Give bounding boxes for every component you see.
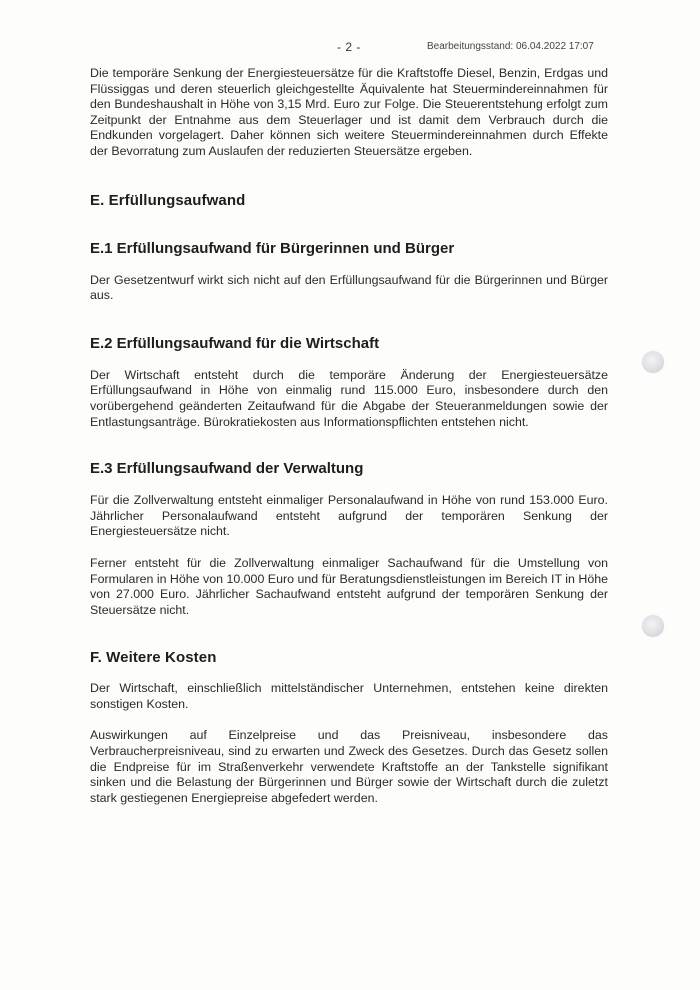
section-e2-paragraph: Der Wirtschaft entsteht durch die temporäre Änderung der Energiesteuersätze Erfüllungsaufwand in Höhe von einmalig rund 115.000 Euro, insbesondere durch den vorübergehend geänderten Zeitaufwand für die Abgabe der Steueranmeldungen sowie der Entlastungsanträge. Bürokratiekosten aus Informationspflichten entstehen nicht.	[90, 367, 608, 429]
section-e1-paragraph: Der Gesetzentwurf wirkt sich nicht auf den Erfüllungsaufwand für die Bürgerinnen und Bürger aus.	[90, 272, 608, 303]
document-body	[90, 66, 608, 806]
section-f-paragraph-2: Auswirkungen auf Einzelpreise und das Preisniveau, insbesondere das Verbraucherpreisniveau, sind zu erwarten und Zweck des Gesetzes. Durch das Gesetz sollen die Endpreise für im Straßenverkehr verwendete Kraftstoffe an der Tankstelle signifikant sinken und die Belastung der Bürgerinnen und Bürger sowie der Wirtschaft durch die zuletzt stark gestiegenen Energiepreise abgefedert werden.	[90, 728, 608, 805]
section-e3-paragraph-2: Ferner entsteht für die Zollverwaltung einmaliger Sachaufwand für die Umstellung von Formularen in Höhe von 10.000 Euro und für Beratungsdienstleistungen im Bereich IT in Höhe von 27.000 Euro. Jährlicher Sachaufwand entsteht aufgrund der temporären Senkung der Steuersätze nicht.	[90, 555, 608, 617]
section-f-paragraph-1: Der Wirtschaft, einschließlich mittelständischer Unternehmen, entstehen keine direkten sonstigen Kosten.	[90, 681, 608, 711]
intro-paragraph: Die temporäre Senkung der Energiesteuersätze für die Kraftstoffe Diesel, Benzin, Erdgas und Flüssiggas und deren steuerlich gleichgestellte Äquivalente hat Steuermindereinnahmen für den Bundeshaushalt in Höhe von 3,15 Mrd. Euro zur Folge. Die Steuerentstehung erfolgt zum Zeitpunkt der Entnahme aus dem Steuerlager und ist damit dem Verbrauch durch die Endkunden vorgelagert. Daher können sich weitere Steuermindereinnahmen durch Effekte der Bevorratung zum Auslaufen der reduzierten Steuersätze ergeben.	[90, 66, 608, 158]
section-e-heading: E. Erfüllungsaufwand	[90, 191, 246, 209]
section-e3-heading: E.3 Erfüllungsaufwand der Verwaltung	[90, 460, 364, 478]
punch-hole-lower	[642, 615, 664, 637]
punch-hole-upper	[642, 351, 664, 373]
section-e2-heading: E.2 Erfüllungsaufwand für die Wirtschaft	[90, 334, 380, 352]
section-f-heading: F. Weitere Kosten	[90, 649, 217, 667]
section-e1-heading: E.1 Erfüllungsaufwand für Bürgerinnen und Bürger	[90, 239, 455, 257]
section-e3-paragraph-1: Für die Zollverwaltung entsteht einmaliger Personalaufwand in Höhe von rund 153.000 Euro. Jährlicher Personalaufwand entsteht aufgrund der temporären Senkung der Energiesteuersätze nicht.	[90, 493, 608, 539]
revision-status: Bearbeitungsstand: 06.04.2022 17:07	[427, 41, 594, 52]
page-header	[0, 40, 700, 56]
page-number: - 2 -	[337, 40, 361, 54]
